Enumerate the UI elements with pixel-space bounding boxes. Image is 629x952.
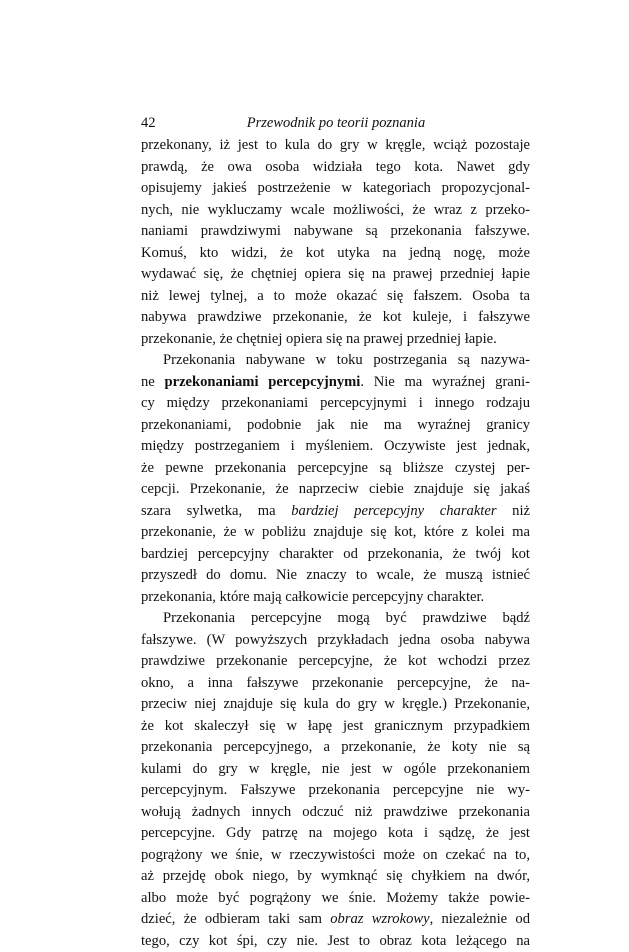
text-line: [141, 157, 530, 179]
text-segment: prawdziwe przekonanie percepcyjne, że kot wchodzi przez: [141, 653, 530, 669]
text-segment: cy między przekonaniami percepcyjnymi i innego rodzaju: [141, 395, 530, 411]
text-line: [141, 587, 530, 609]
text-segment: prawdą, że owa osoba widziała tego kota. Nawet gdy: [141, 159, 530, 175]
text-line: [141, 329, 530, 351]
text-segment: Przekonania percepcyjne mogą być prawdziwe bądź: [163, 610, 530, 626]
text-line: [141, 630, 530, 652]
text-segment: percepcyjne. Gdy patrzę na mojego kota i sądzę, że jest: [141, 825, 530, 841]
running-title: Przewodnik po teorii poznania: [141, 113, 531, 133]
text-line: [141, 178, 530, 200]
text-segment: Przekonania nabywane w toku postrzegania są nazywa-: [163, 352, 530, 368]
text-segment: przekonania, które mają całkowicie percepcyjny charakter.: [141, 589, 484, 605]
text-segment: wołują żadnych innych odczuć niż prawdziwe przekonania: [141, 804, 530, 820]
text-segment: bardziej percepcyjny charakter od przekonania, że twój kot: [141, 546, 530, 562]
text-segment: szara sylwetka, ma: [141, 503, 291, 519]
text-line: [141, 458, 530, 480]
text-segment: przekonanie, że chętniej opiera się na prawej przedniej łapie.: [141, 331, 497, 347]
text-line: [141, 565, 530, 587]
italic-term: bardziej percepcyjny charakter: [291, 503, 496, 519]
text-segment: przekonanie, że w pobliżu znajduje się kot, które z kolei ma: [141, 524, 530, 540]
text-segment: przekonania percepcyjnego, a przekonanie, że koty nie są: [141, 739, 530, 755]
text-line: [141, 694, 530, 716]
text-segment: aż przejdę obok niego, by wymknąć się chyłkiem na dwór,: [141, 868, 530, 884]
text-line: [141, 823, 530, 845]
text-segment: nabywa prawdziwe przekonanie, że kot kuleje, i fałszywe: [141, 309, 530, 325]
text-segment: wydawać się, że chętniej opiera się na prawej przedniej łapie: [141, 266, 530, 282]
text-segment: ne: [141, 374, 164, 390]
text-line: [141, 909, 530, 931]
text-line: [141, 673, 530, 695]
text-line: [141, 415, 530, 437]
text-segment: przekonaniami, podobnie jak nie ma wyraźnej granicy: [141, 417, 530, 433]
text-segment: dzieć, że odbieram taki sam: [141, 911, 330, 927]
text-line: [141, 135, 530, 157]
body-text: [141, 135, 530, 952]
text-line: [141, 501, 530, 523]
page-number: 42: [141, 113, 156, 133]
text-line: [141, 845, 530, 867]
text-segment: niż: [497, 503, 530, 519]
text-segment: naniami prawdziwymi nabywane są przekonania fałszywe.: [141, 223, 530, 239]
text-line: [141, 716, 530, 738]
text-segment: . Nie ma wyraźnej grani-: [360, 374, 530, 390]
text-line: [141, 651, 530, 673]
text-line: [141, 522, 530, 544]
text-line: [141, 544, 530, 566]
page-header: [141, 113, 531, 133]
text-line: [141, 608, 530, 630]
text-line: [141, 286, 530, 308]
text-segment: niż lewej tylnej, a to może okazać się fałszem. Osoba ta: [141, 288, 530, 304]
text-segment: percepcyjnym. Fałszywe przekonania percepcyjne nie wy-: [141, 782, 530, 798]
text-line: [141, 866, 530, 888]
text-segment: nych, nie wykluczamy wcale możliwości, że wraz z przeko-: [141, 202, 530, 218]
text-segment: przekonany, iż jest to kula do gry w kręgle, wciąż pozostaje: [141, 137, 530, 153]
text-segment: cepcji. Przekonanie, że naprzeciw ciebie znajduje się jakaś: [141, 481, 530, 497]
text-line: [141, 780, 530, 802]
text-segment: że kot skaleczył się w łapę jest granicznym przypadkiem: [141, 718, 530, 734]
text-line: [141, 264, 530, 286]
text-line: [141, 350, 530, 372]
text-line: [141, 479, 530, 501]
text-segment: albo może być pogrążony we śnie. Możemy także powie-: [141, 890, 530, 906]
text-line: [141, 393, 530, 415]
bold-term: przekonaniami percepcyjnymi: [164, 374, 360, 390]
text-line: [141, 931, 530, 952]
text-line: [141, 759, 530, 781]
text-segment: że pewne przekonania percepcyjne są bliższe czystej per-: [141, 460, 530, 476]
text-line: [141, 436, 530, 458]
text-segment: kulami do gry w kręgle, nie jest w ogóle przekonaniem: [141, 761, 530, 777]
text-line: [141, 802, 530, 824]
text-line: [141, 888, 530, 910]
text-line: [141, 200, 530, 222]
text-segment: , niezależnie od: [430, 911, 530, 927]
text-segment: między postrzeganiem i myśleniem. Oczywiste jest jednak,: [141, 438, 530, 454]
text-segment: fałszywe. (W powyższych przykładach jedna osoba nabywa: [141, 632, 530, 648]
text-segment: pogrążony we śnie, w rzeczywistości może on czekać na to,: [141, 847, 530, 863]
text-line: [141, 221, 530, 243]
text-segment: opisujemy jakieś postrzeżenie w kategoriach propozycjonal-: [141, 180, 530, 196]
text-segment: przyszedł do domu. Nie znaczy to wcale, że muszą istnieć: [141, 567, 530, 583]
text-line: [141, 243, 530, 265]
text-line: [141, 737, 530, 759]
text-segment: okno, a inna fałszywe przekonanie percepcyjne, że na-: [141, 675, 530, 691]
text-segment: przeciw niej znajduje się kula do gry w kręgle.) Przekonanie,: [141, 696, 530, 712]
text-line: [141, 307, 530, 329]
text-segment: Komuś, kto widzi, że kot utyka na jedną nogę, może: [141, 245, 530, 261]
text-segment: tego, czy kot śpi, czy nie. Jest to obraz kota leżącego na: [141, 933, 530, 949]
text-line: [141, 372, 530, 394]
italic-term: obraz wzrokowy: [330, 911, 429, 927]
